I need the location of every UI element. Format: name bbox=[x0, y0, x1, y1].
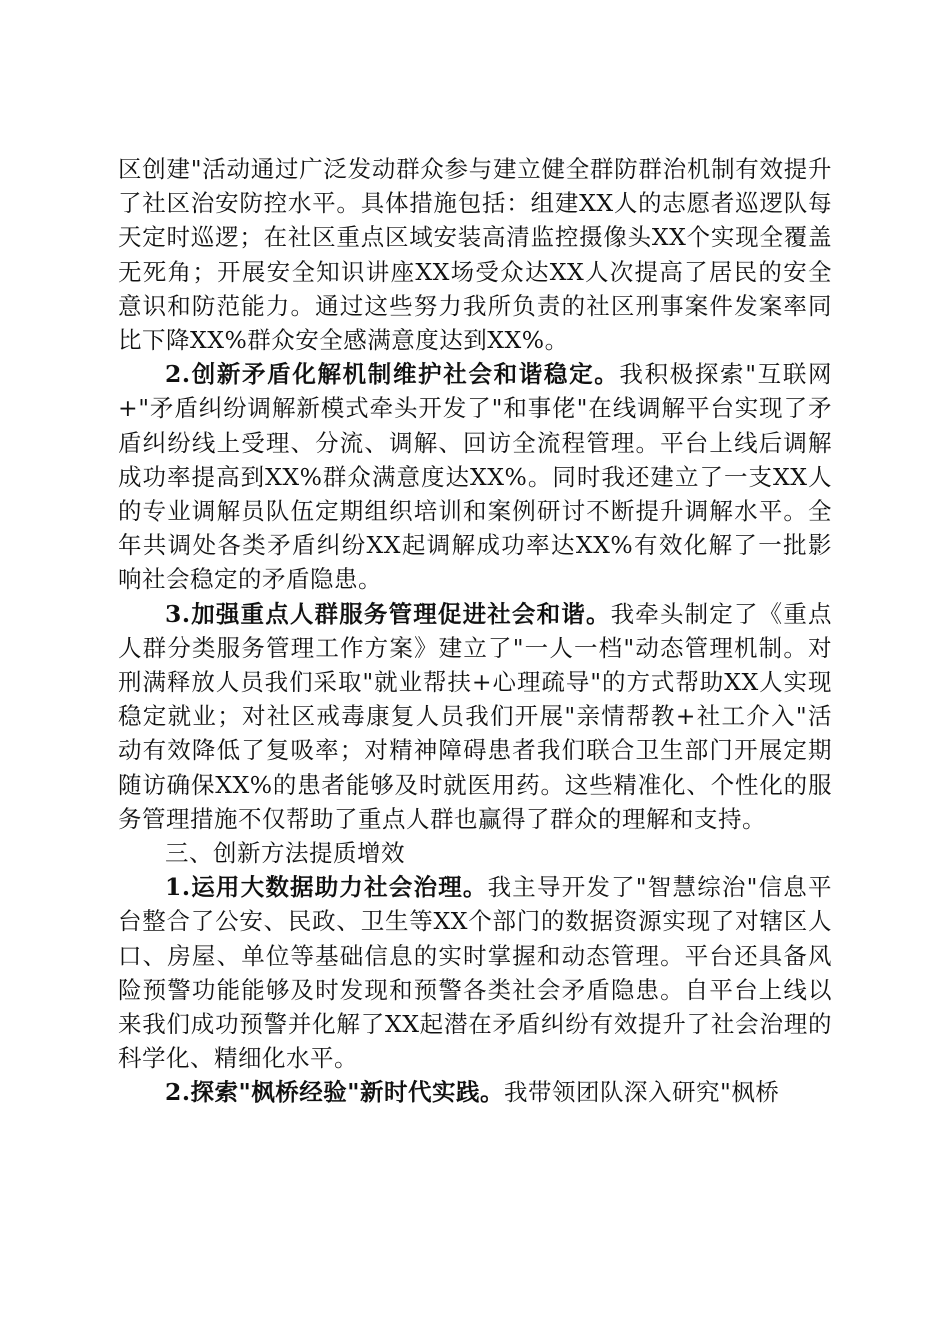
paragraph-lead: 2.创新矛盾化解机制维护社会和谐稳定。 bbox=[165, 360, 620, 389]
paragraph-body: 我带领团队深入研究"枫桥 bbox=[504, 1078, 780, 1107]
paragraph-continuation bbox=[118, 152, 832, 357]
paragraph-lead: 1.运用大数据助力社会治理。 bbox=[165, 873, 488, 902]
paragraph-body: 我积极探索"互联网+"矛盾纠纷调解新模式牵头开发了"和事佬"在线调解平台实现了矛盾纠纷线上受理、分流、调解、回访全流程管理。平台上线后调解成功率提高到XX%群众满意度达XX%。同时我还建立了一支XX人的专业调解员队伍定期组织培训和案例研讨不断提升调解水平。全年共调处各类矛盾纠纷XX起调解成功率达XX%有效化解了一批影响社会稳定的矛盾隐患。 bbox=[118, 360, 832, 594]
paragraph-item-2 bbox=[118, 357, 832, 596]
section-heading: 三、创新方法提质增效 bbox=[165, 839, 405, 868]
paragraph-item-2b bbox=[118, 1075, 832, 1109]
paragraph-lead: 2.探索"枫桥经验"新时代实践。 bbox=[165, 1078, 505, 1107]
paragraph-body: 我主导开发了"智慧综治"信息平台整合了公安、民政、卫生等XX个部门的数据资源实现了对辖区人口、房屋、单位等基础信息的实时掌握和动态管理。平台还具备风险预警功能能够及时发现和预警各类社会矛盾隐患。自平台上线以来我们成功预警并化解了XX起潜在矛盾纠纷有效提升了社会治理的科学化、精细化水平。 bbox=[118, 873, 832, 1073]
document-body bbox=[118, 152, 832, 1110]
paragraph-body: 区创建"活动通过广泛发动群众参与建立健全群防群治机制有效提升了社区治安防控水平。具体措施包括：组建XX人的志愿者巡逻队每天定时巡逻；在社区重点区域安装高清监控摄像头XX个实现全覆盖无死角；开展安全知识讲座XX场受众达XX人次提高了居民的安全意识和防范能力。通过这些努力我所负责的社区刑事案件发案率同比下降XX%群众安全感满意度达到XX%。 bbox=[118, 155, 832, 355]
paragraph-item-3 bbox=[118, 597, 832, 836]
paragraph-body: 我牵头制定了《重点人群分类服务管理工作方案》建立了"一人一档"动态管理机制。对刑满释放人员我们采取"就业帮扶+心理疏导"的方式帮助XX人实现稳定就业；对社区戒毒康复人员我们开展"亲情帮教+社工介入"活动有效降低了复吸率；对精神障碍患者我们联合卫生部门开展定期随访确保XX%的患者能够及时就医用药。这些精准化、个性化的服务管理措施不仅帮助了重点人群也赢得了群众的理解和支持。 bbox=[118, 599, 832, 833]
paragraph-item-1 bbox=[118, 870, 832, 1075]
paragraph-lead: 3.加强重点人群服务管理促进社会和谐。 bbox=[165, 599, 611, 628]
